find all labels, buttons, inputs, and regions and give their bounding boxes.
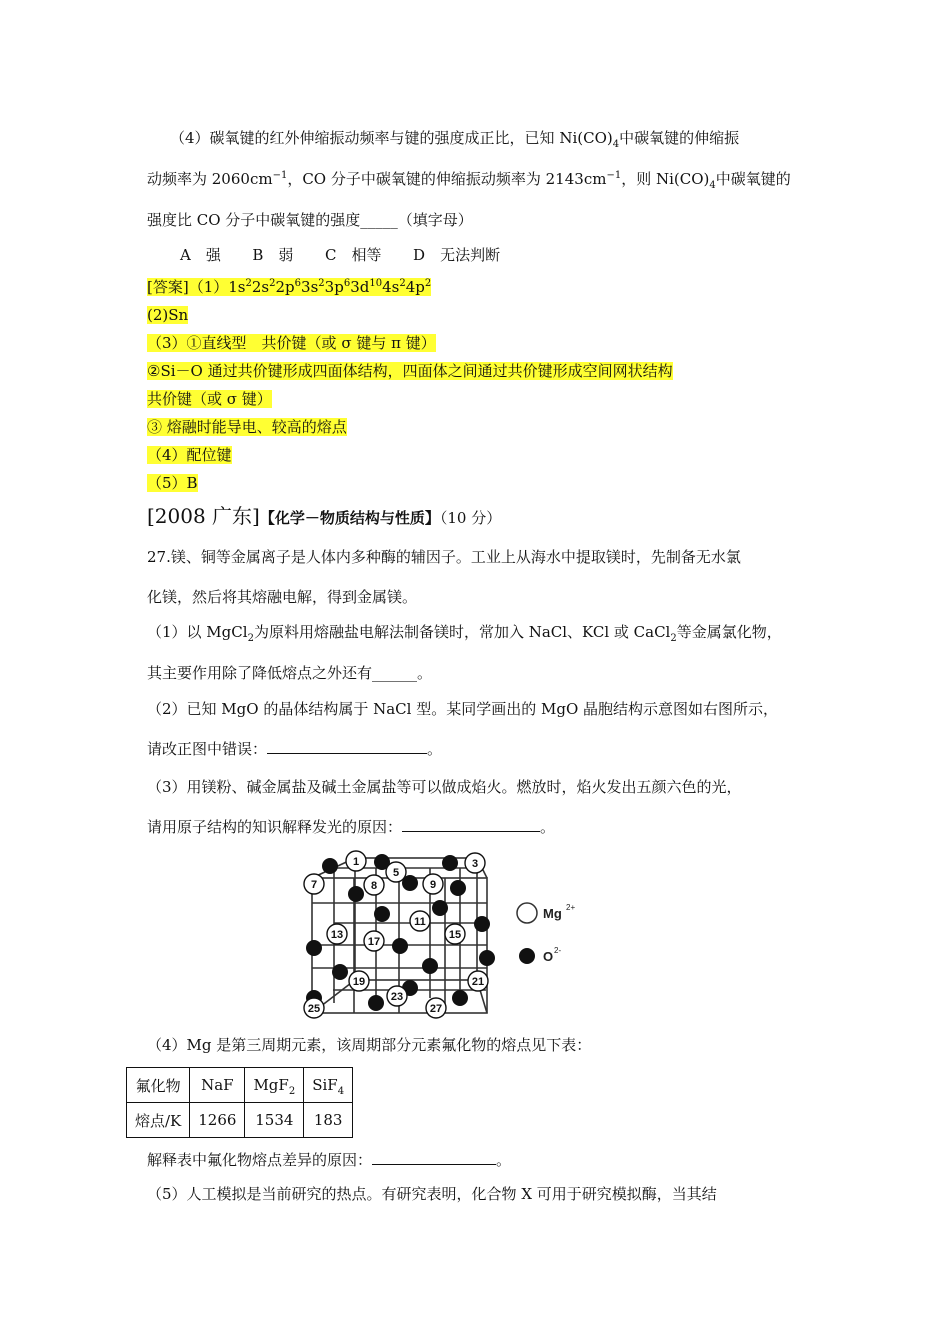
q27-part1-line2: 其主要作用除了降低熔点之外还有______。 xyxy=(147,664,433,682)
q27-part2-line1: （2）已知 MgO 的晶体结构属于 NaCl 型。某同学画出的 MgO 晶胞结构示意图如右图所示， xyxy=(147,700,779,718)
q27-part5-line1: （5）人工模拟是当前研究的热点。有研究表明，化合物 X 可用于研究模拟酶，当其结 xyxy=(147,1185,717,1203)
answer-blank-4[interactable] xyxy=(372,1150,496,1165)
answer-3b: ②Si－O 通过共价键形成四面体结构，四面体之间通过共价键形成空间网状结构 xyxy=(147,362,673,380)
atom-label: 8 xyxy=(370,880,378,892)
atom-label: 13 xyxy=(330,929,344,941)
table-cell: 1266 xyxy=(190,1103,245,1138)
legend-o: O xyxy=(543,949,554,964)
atom-label: 19 xyxy=(352,976,366,988)
table-cell: SiF$_4$ xyxy=(304,1068,353,1103)
atom-label: 27 xyxy=(429,1003,443,1015)
q4-line2: 动频率为 $2060cm^{-1}$，CO 分子中碳氧键的伸缩振动频率为 $2143cm^{-1}$，则 $Ni(CO)_4$中碳氧键的 xyxy=(147,170,791,191)
atom-label: 7 xyxy=(310,879,318,891)
answer-3a: （3）①直线型 共价键（或 σ 键与 π 键） xyxy=(147,334,436,352)
fluoride-melting-table xyxy=(126,1067,353,1138)
answer-4: （4）配位键 xyxy=(147,446,232,464)
table-row-label: 熔点/K xyxy=(127,1103,190,1138)
figure-legend xyxy=(517,903,575,964)
q27-part3-line2: 请用原子结构的知识解释发光的原因： 。 xyxy=(147,818,556,836)
q27-part1-line1: （1）以 MgCl$_2$为原料用熔融盐电解法制备镁时，常加入 NaCl、KCl 或 CaCl$_2$等金属氯化物， xyxy=(147,623,782,644)
answer-1: [答案]$(1)1s^22s^22p^63s^23p^63d^{10}4s^24p^2$ xyxy=(147,278,432,296)
answer-blank-2[interactable] xyxy=(267,739,427,754)
answer-2: (2)Sn xyxy=(147,306,189,324)
atom-label: 9 xyxy=(429,879,437,891)
q4-choices xyxy=(180,244,500,266)
q27-part4-line1: （4）Mg 是第三周期元素，该周期部分元素氟化物的熔点见下表： xyxy=(147,1036,592,1054)
legend-mg: Mg xyxy=(543,906,562,921)
answer-3d: ③ 熔融时能导电、较高的熔点 xyxy=(147,418,347,436)
q27-part3-line1: （3）用镁粉、碱金属盐及碱土金属盐等可以做成焰火。燃放时，焰火发出五颜六色的光， xyxy=(147,778,742,796)
q27-part2-line2: 请改正图中错误： 。 xyxy=(147,740,443,758)
atom-label: 21 xyxy=(471,976,485,988)
answer-5: （5）B xyxy=(147,474,198,492)
atom-label: 1 xyxy=(352,856,360,868)
choice-b: B 弱 xyxy=(252,246,294,264)
atom-label: 15 xyxy=(448,929,462,941)
answer-blank-3[interactable] xyxy=(402,817,540,832)
svg-text:2-: 2- xyxy=(554,946,562,955)
q4-line3: 强度比 CO 分子中碳氧键的强度_____（填字母） xyxy=(147,211,473,229)
answer-3c: 共价键（或 σ 键） xyxy=(147,390,272,408)
section-title: 【化学－物质结构与性质】 xyxy=(259,509,440,527)
atom-label: 17 xyxy=(367,936,381,948)
choice-a: A 强 xyxy=(180,246,221,264)
table-row-label: 氟化物 xyxy=(127,1068,190,1103)
section-score: （10 分） xyxy=(439,509,502,527)
table-row xyxy=(127,1068,353,1103)
atom-label: 23 xyxy=(390,991,404,1003)
choice-d: D 无法判断 xyxy=(413,246,501,264)
q27-part4-line2: 解释表中氟化物熔点差异的原因： 。 xyxy=(147,1151,512,1169)
table-cell: NaF xyxy=(190,1068,245,1103)
choice-c: C 相等 xyxy=(325,246,382,264)
q27-intro-2: 化镁，然后将其熔融电解，得到金属镁。 xyxy=(147,588,418,606)
mgo-crystal-figure xyxy=(300,848,590,1020)
atom-label: 11 xyxy=(414,916,426,928)
table-cell: 1534 xyxy=(245,1103,304,1138)
svg-text:2+: 2+ xyxy=(566,903,576,912)
table-cell: 183 xyxy=(304,1103,353,1138)
table-cell: MgF$_2$ xyxy=(245,1068,304,1103)
atom-label: 25 xyxy=(307,1003,321,1015)
table-row xyxy=(127,1103,353,1138)
section-heading xyxy=(147,503,501,531)
q27-intro-1: 27.镁、铜等金属离子是人体内多种酶的辅因子。工业上从海水中提取镁时，先制备无水氯 xyxy=(147,548,741,566)
q4-line1: （4）碳氧键的红外伸缩振动频率与键的强度成正比，已知 $Ni(CO)_4$中碳氧键的伸缩振 xyxy=(170,129,740,150)
section-tag: [2008 广东] xyxy=(147,504,260,528)
atom-label: 3 xyxy=(471,858,479,870)
atom-label: 5 xyxy=(392,867,400,879)
